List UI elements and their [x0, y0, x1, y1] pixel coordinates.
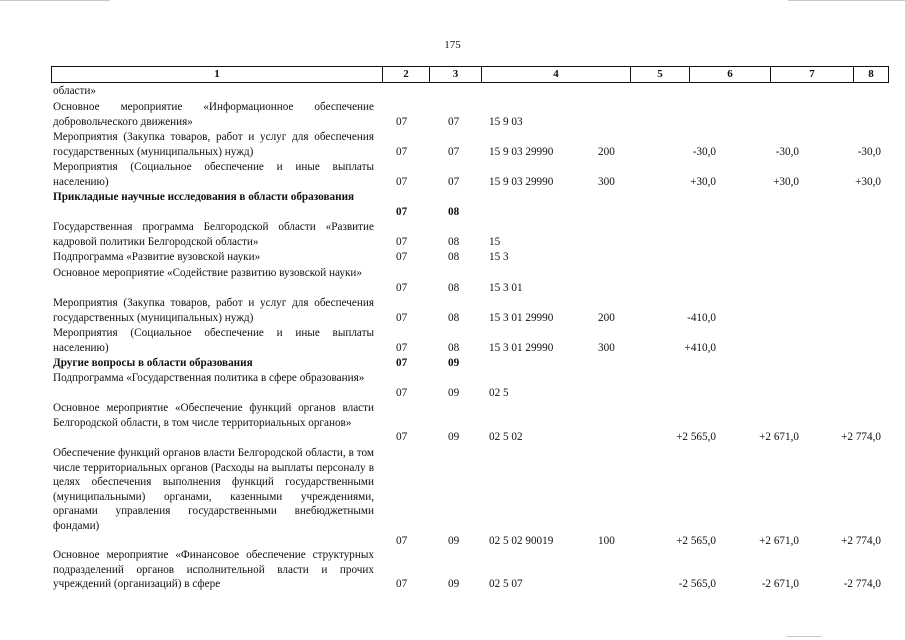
row-description: Основное мероприятие «Обеспечение функций органов власти Белгородской области, в том числе территориальных органов» [53, 402, 374, 429]
row-cell-col-3: 07 [448, 145, 460, 158]
row-cell-col-3: 08 [448, 235, 460, 248]
row-description: Мероприятия (Закупка товаров, работ и услуг для обеспечения государственных (муниципальных) нужд) [53, 131, 374, 158]
row-cell-col-6: -2 565,0 [678, 578, 716, 591]
row-cell-col-2: 07 [396, 578, 408, 591]
row-cell-col-5: 300 [598, 341, 615, 354]
row-cell-col-4: 15 [489, 235, 501, 248]
row-cell-col-6: +410,0 [684, 341, 716, 354]
row-cell-col-5: 200 [598, 311, 615, 324]
row-cell-col-3: 08 [448, 205, 460, 218]
row-cell-col-3: 08 [448, 251, 460, 263]
row-description: Мероприятия (Социальное обеспечение и иные выплаты населению) [53, 327, 374, 354]
row-cell-col-2: 07 [396, 251, 408, 263]
row-cell-col-4: 15 9 03 29990 [489, 175, 554, 188]
row-cell-col-4: 02 5 02 90019 [489, 534, 554, 547]
row-cell-col-2: 07 [396, 115, 408, 128]
row-cell-col-7: +30,0 [773, 175, 799, 188]
row-cell-col-2: 07 [396, 175, 408, 188]
row-cell-col-2: 07 [396, 235, 408, 248]
row-cell-col-8: +2 774,0 [841, 431, 881, 444]
row-cell-col-3: 09 [448, 386, 460, 399]
row-cell-col-3: 07 [448, 175, 460, 188]
row-cell-col-4: 02 5 07 [489, 578, 523, 591]
row-description: Государственная программа Белгородской области «Развитие кадровой политики Белгородской области» [53, 221, 374, 248]
header-col-8: 8 [868, 68, 874, 80]
row-cell-col-8: +30,0 [855, 175, 881, 188]
row-cell-col-8: +2 774,0 [841, 534, 881, 547]
row-cell-col-3: 08 [448, 281, 460, 294]
row-description: области» [53, 85, 96, 97]
row-cell-col-5: 200 [598, 145, 615, 158]
header-col-3: 3 [430, 67, 482, 82]
row-description: Прикладные научные исследования в области образования [53, 191, 355, 203]
row-cell-col-7: -30,0 [775, 145, 799, 158]
row-cell-col-2: 07 [396, 145, 408, 158]
row-cell-col-7: +2 671,0 [759, 431, 799, 444]
row-cell-col-7: +2 671,0 [759, 534, 799, 547]
row-cell-col-4: 15 3 [489, 251, 509, 263]
header-col-6: 6 [690, 67, 771, 82]
row-description: Подпрограмма «Государственная политика в сфере образования» [53, 372, 365, 384]
row-cell-col-2: 07 [396, 341, 408, 354]
scan-edge-top-left [0, 0, 110, 1]
row-cell-col-7: -2 671,0 [761, 578, 799, 591]
row-description: Основное мероприятие «Финансовое обеспечение структурных подразделений органов исполнительной власти и прочих учреждений (организаций) в сфере [53, 549, 374, 591]
row-description: Мероприятия (Социальное обеспечение и иные выплаты населению) [53, 161, 374, 188]
row-cell-col-3: 08 [448, 341, 460, 354]
row-description: Основное мероприятие «Содействие развитию вузовской науки» [53, 267, 362, 279]
row-cell-col-4: 15 9 03 29990 [489, 145, 554, 158]
header-col-4: 4 [482, 67, 631, 82]
row-description: Другие вопросы в области образования [53, 357, 253, 369]
row-cell-col-8: -2 774,0 [843, 578, 881, 591]
row-cell-col-2: 07 [396, 311, 408, 324]
row-cell-col-5: 100 [598, 534, 615, 547]
row-cell-col-3: 08 [448, 311, 460, 324]
scan-edge-bottom-right [786, 636, 822, 637]
row-cell-col-3: 09 [448, 431, 460, 444]
row-cell-col-2: 07 [396, 431, 408, 444]
row-cell-col-6: +2 565,0 [676, 431, 716, 444]
row-cell-col-2: 07 [396, 281, 408, 294]
row-cell-col-6: +2 565,0 [676, 534, 716, 547]
row-cell-col-4: 15 3 01 29990 [489, 341, 554, 354]
row-description: Подпрограмма «Развитие вузовской науки» [53, 251, 261, 263]
row-cell-col-3: 09 [448, 578, 460, 591]
row-cell-col-8: -30,0 [857, 145, 881, 158]
row-cell-col-4: 15 9 03 [489, 115, 523, 128]
row-cell-col-5: 300 [598, 175, 615, 188]
row-cell-col-2: 07 [396, 386, 408, 399]
scan-edge-top-right [788, 0, 905, 1]
row-cell-col-2: 07 [396, 534, 408, 547]
header-col-2: 2 [383, 67, 430, 82]
table-header [51, 66, 889, 83]
row-cell-col-3: 09 [448, 357, 460, 369]
row-description: Обеспечение функций органов власти Белгородской области, в том числе территориальных органов (Расходы на выплаты персоналу в целях обеспечения выполнения функций государственными (муниципальными) органами, казенными учреждениями, органами управления государственными внебюджетными фондами) [53, 447, 374, 532]
header-col-7: 7 [771, 67, 854, 82]
row-cell-col-6: +30,0 [690, 175, 716, 188]
page-number: 175 [444, 39, 461, 51]
row-description: Мероприятия (Закупка товаров, работ и услуг для обеспечения государственных (муниципальных) нужд) [53, 297, 374, 324]
row-description: Основное мероприятие «Информационное обеспечение добровольческого движения» [53, 101, 374, 128]
row-cell-col-6: -30,0 [692, 145, 716, 158]
row-cell-col-2: 07 [396, 357, 408, 369]
header-col-5: 5 [631, 67, 690, 82]
row-cell-col-4: 02 5 [489, 386, 509, 399]
header-col-1: 1 [52, 67, 383, 82]
row-cell-col-6: -410,0 [687, 311, 716, 324]
row-cell-col-4: 02 5 02 [489, 431, 523, 444]
row-cell-col-2: 07 [396, 205, 408, 218]
row-cell-col-4: 15 3 01 [489, 281, 523, 294]
row-cell-col-3: 09 [448, 534, 460, 547]
row-cell-col-4: 15 3 01 29990 [489, 311, 554, 324]
row-cell-col-3: 07 [448, 115, 460, 128]
